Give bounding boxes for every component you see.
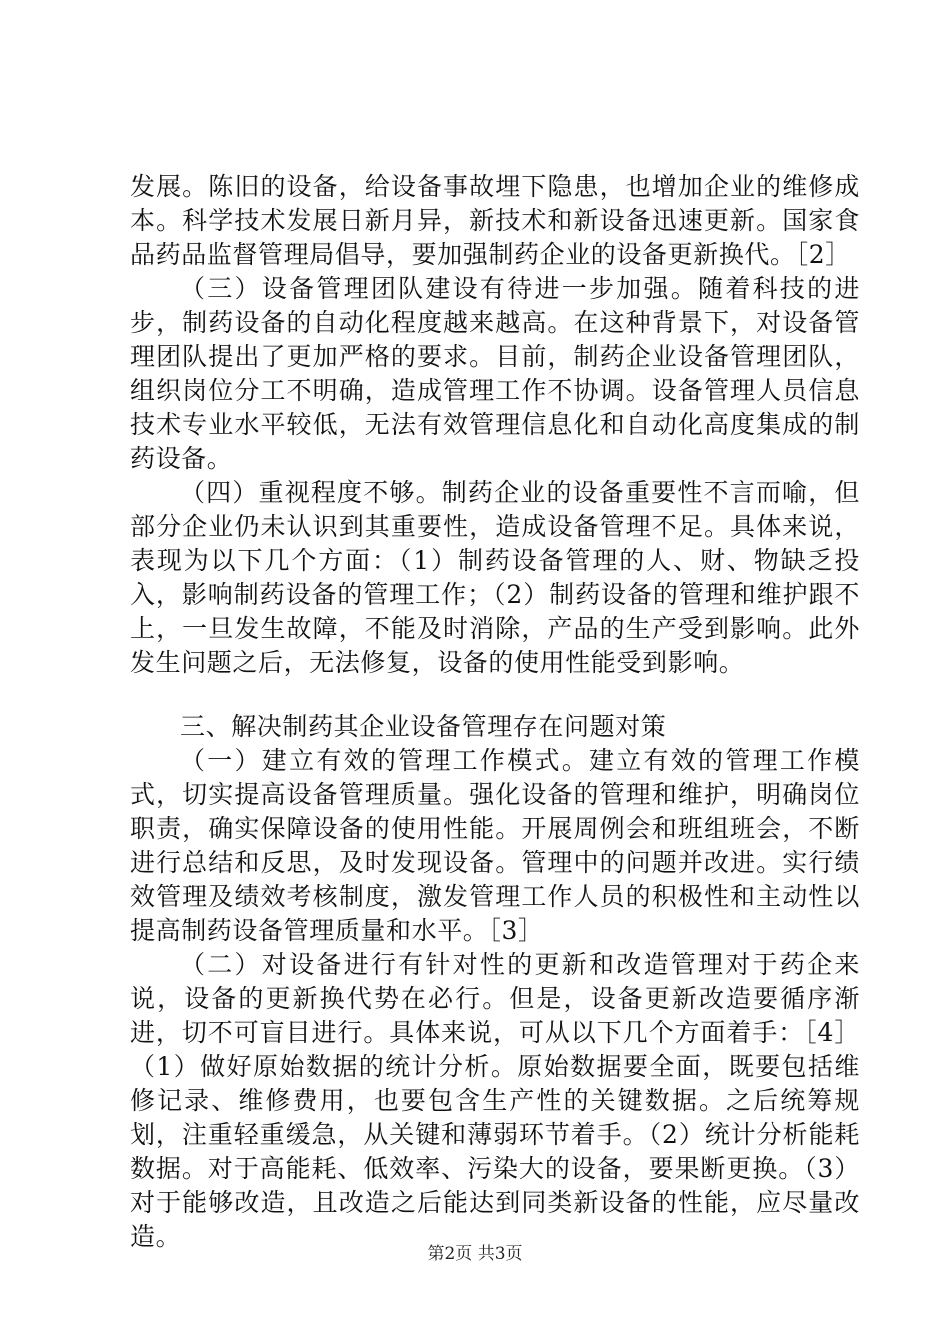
paragraph-management-model: （一）建立有效的管理工作模式。建立有效的管理工作模式，切实提高设备管理质量。强化设备的管理和维护，明确岗位职责，确实保障设备的使用性能。开展周例会和班组班会，不断进行总结和反思，及时发现设备。管理中的问题并改进。实行绩效管理及绩效考核制度，激发管理工作人员的积极性和主动性以提高制药设备管理质量和水平。［3］ (130, 746, 860, 945)
paragraph-team-building: （三）设备管理团队建设有待进一步加强。随着科技的进步，制药设备的自动化程度越来越高。在这种背景下，对设备管理团队提出了更加严格的要求。目前，制药企业设备管理团队，组织岗位分工不明确，造成管理工作不协调。设备管理人员信息技术专业水平较低，无法有效管理信息化和自动化高度集成的制药设备。 (130, 274, 860, 473)
paragraph-equipment-renewal: （二）对设备进行有针对性的更新和改造管理对于药企来说，设备的更新换代势在必行。但是，设备更新改造要循序渐进，切不可盲目进行。具体来说，可从以下几个方面着手：［4］（1）做好原始数据的统计分析。原始数据要全面，既要包括维修记录、维修费用，也要包含生产性的关键数据。之后统筹规划，注重轻重缓急，从关键和薄弱环节着手。（2）统计分析能耗数据。对于高能耗、低效率、污染大的设备，要果断更换。（3）对于能够改造，且改造之后能达到同类新设备的性能，应尽量改造。 (130, 950, 860, 1251)
section-heading: 三、解决制药其企业设备管理存在问题对策 (180, 712, 667, 741)
document-body (130, 170, 860, 1254)
paragraph-continuation: 发展。陈旧的设备，给设备事故埋下隐患，也增加企业的维修成本。科学技术发展日新月异，新技术和新设备迅速更新。国家食品药品监督管理局倡导，要加强制药企业的设备更新换代。［2］ (130, 172, 860, 269)
page-indicator: 第2页 共3页 (427, 1244, 523, 1264)
paragraph-attention-level: （四）重视程度不够。制药企业的设备重要性不言而喻，但部分企业仍未认识到其重要性，造成设备管理不足。具体来说，表现为以下几个方面：（1）制药设备管理的人、财、物缺乏投入，影响制药设备的管理工作；（2）制药设备的管理和维护跟不上，一旦发生故障，不能及时消除，产品的生产受到影响。此外发生问题之后，无法修复，设备的使用性能受到影响。 (130, 478, 860, 677)
